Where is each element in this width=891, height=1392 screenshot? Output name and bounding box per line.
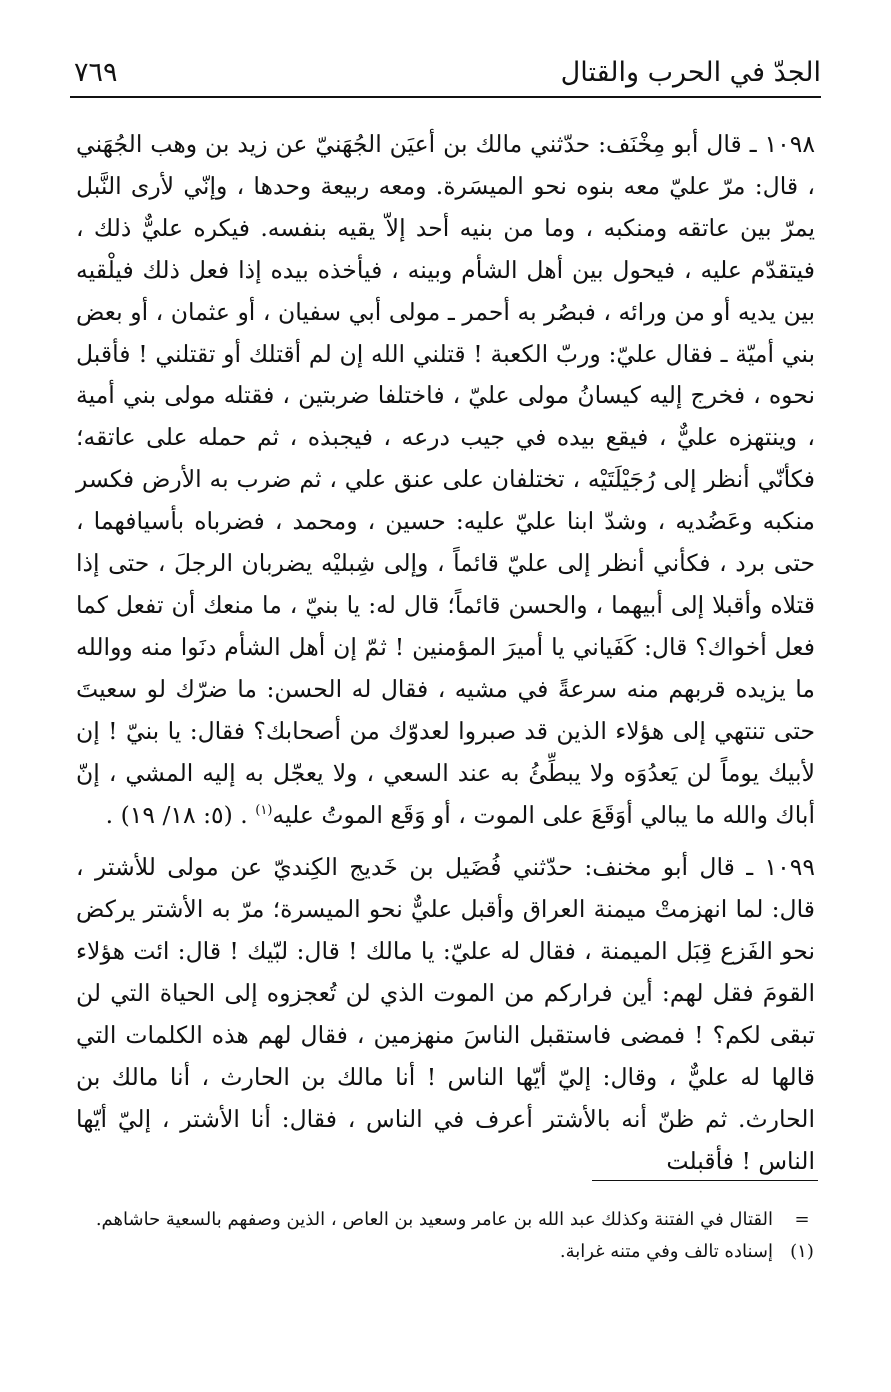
footnote-1 [76, 1237, 831, 1267]
main-text [76, 124, 815, 1183]
footnote-text: إسناده تالف وفي متنه غرابة. [559, 1241, 773, 1262]
footnote-continued [76, 1205, 831, 1235]
page-number: ٧٦٩ [74, 57, 118, 88]
footnote-text: القتال في الفتنة وكذلك عبد الله بن عامر وسعيد بن العاص ، الذين وصفهم بالسعية حاشاهم. [95, 1209, 773, 1230]
running-title: الجدّ في الحرب والقتال [560, 57, 821, 88]
footnote-divider [592, 1180, 818, 1181]
footnote-marker: = [794, 1209, 810, 1230]
page-header [70, 52, 821, 98]
paragraph-text: ١٠٩٩ ـ قال أبو مخنف: حدّثني فُضَيل بن خَديج الكِنديّ عن مولى للأشتر ، قال: لما انهزمتْ ميمنة العراق وأقبل عليٌّ نحو الميسرة؛ مرّ به الأشتر يركض نحو الفَزع قِبَل الميمنة ، فقال له عليّ: يا مالك ! قال: لبّيك ! قال: ائت هؤلاء القومَ فقل لهم: أين فراركم من الموت الذي لن تُعجزوه إلى الحياة التي لن تبقى لكم؟ ! فمضى فاستقبل الناسَ منهزمين ، فقال لهم هذه الكلمات التي قالها له عليٌّ ، وقال: إليّ أيّها الناس ! أنا مالك بن الحارث ، أنا مالك بن الحارث. ثم ظنّ أنه بالأشتر أعرف في الناس ، فقال: أنا الأشتر ، إليّ أيّها الناس ! فأقبلت [76, 853, 815, 1175]
footnote-marker: (١) [790, 1241, 814, 1262]
paragraph-text: ١٠٩٨ ـ قال أبو مِخْنَف: حدّثني مالك بن أعيَن الجُهَنيّ عن زيد بن وهب الجُهَني ، قال: مرّ عليّ معه بنوه نحو الميسَرة. ومعه ربيعة وحدها ، وإنّي لأرى النَّبل يمرّ بين عاتقه ومنكبه ، وما من بنيه أحد إلاّ يقيه بنفسه. فيكره عليٌّ ذلك ، فيتقدّم عليه ، فيحول بين أهل الشأم وبينه ، فيأخذه بيده إذا فعل ذلك فيلْقيه بين يديه أو من ورائه ، فبصُر به أحمر ـ مولى أبي سفيان ، أو عثمان ، أو بعض بني أميّة ـ فقال عليّ: وربّ الكعبة ! قتلني الله إن لم أقتلك أو تقتلني ! فأقبل نحوه ، فخرج إليه كيسانُ مولى عليّ ، فاختلفا ضربتين ، فقتله مولى بني أمية ، وينتهزه عليٌّ ، فيقع بيده في جيب درعه ، فيجبذه ، ثم حمله على عاتقه؛ فكأنّي أنظر إلى رُجَيْلَتَيْه ، تختلفان على عنق علي ، ثم ضرب به الأرض فكسر منكبه وعَضُديه ، وشدّ ابنا عليّ عليه: حسين ، ومحمد ، فضرباه بأسيافهما ، حتى برد ، فكأني أنظر إلى عليّ قائماً ، وإلى شِبليْه يضربان الرجلَ ، حتى إذا قتلاه وأقبلا إلى أبيهما ، والحسن قائماً؛ قال له: يا بنيّ ، ما منعك أن تفعل كما فعل أخواك؟ قال: كَفَياني يا أميرَ المؤمنين ! ثمّ إن أهل الشأم دنَوا منه ووالله ما يزيده قربهم منه سرعةً في مشيه ، فقال له الحسن: ما ضرّك لو سعيتَ حتى تنتهي إلى هؤلاء الذين قد صبروا لعدوّك من أصحابك؟ فقال: يا بنيّ ! إن لأبيك يوماً لن يَعدُوَه ولا يبطِّئُ به عند السعي ، ولا يعجّل به إليه المشي ، إنّ أباك والله ما يبالي أوَقَعَ على الموت ، أو وَقَع الموتُ عليه [76, 130, 815, 829]
footnote-reference: (١) [255, 802, 273, 818]
footnotes [76, 1205, 831, 1267]
source-citation: . (٥: ١٨/ ١٩) . [105, 800, 256, 829]
paragraph-1098 [76, 124, 815, 836]
paragraph-1099 [76, 847, 815, 1182]
